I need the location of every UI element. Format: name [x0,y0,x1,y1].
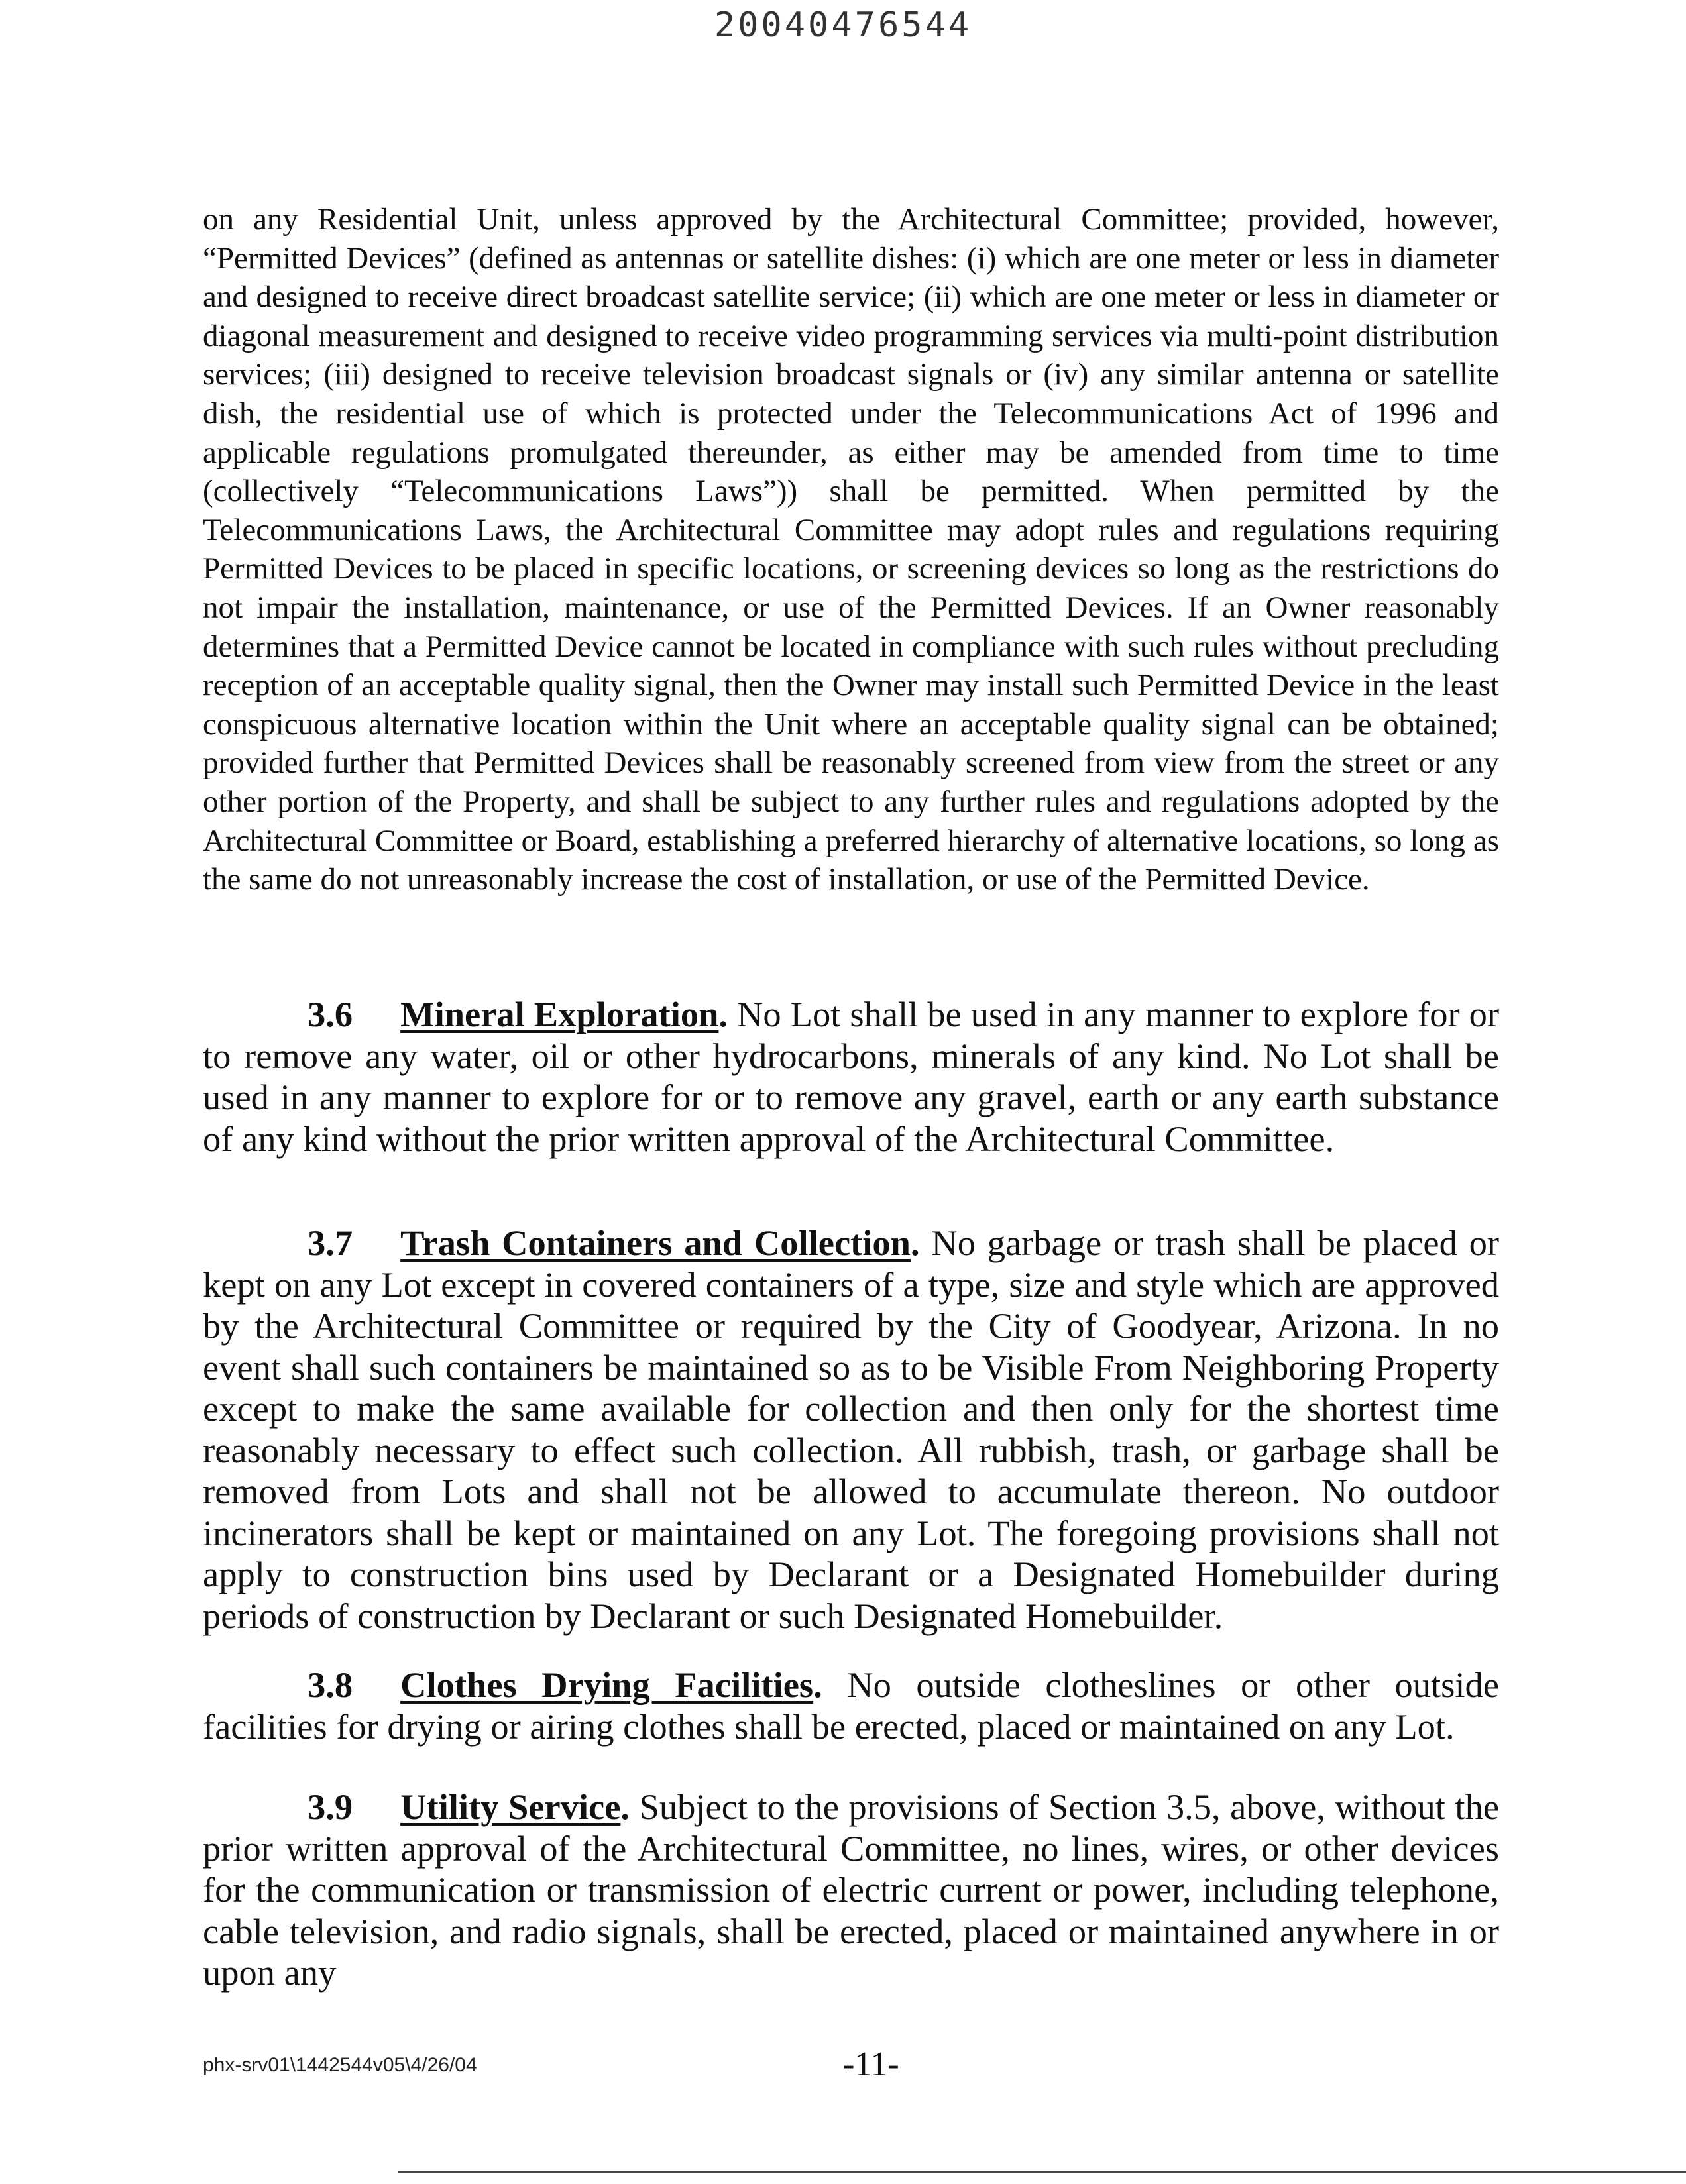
footer-file-reference: phx-srv01\1442544v05\4/26/04 [203,2054,477,2076]
section-title: Trash Containers and Collection [400,1223,911,1263]
section-3-7: 3.7 Trash Containers and Collection. No garbage or trash shall be placed or kept on any Lot except in covered containers of a type, size and style which are approved by the Architectural Committee or required by the City of Goodyear, Arizona. In no event shall such containers be maintained so as to be Visible From Neighboring Property except to make the same available for collection and then only for the shortest time reasonably necessary to effect such collection. All rubbish, trash, or garbage shall be removed from Lots and shall not be allowed to accumulate thereon. No outdoor incinerators shall be kept or maintained on any Lot. The foregoing provisions shall not apply to construction bins used by Declarant or a Designated Homebuilder during periods of construction by Declarant or such Designated Homebuilder. [203,1223,1499,1636]
section-body: Subject to the provisions of Section 3.5, above, without the prior written approval of the Architectural Committee, no lines, wires, or other devices for the communication or transmission of electric current or power, including telephone, cable television, and radio signals, shall be erected, placed or maintained anywhere in or upon any [203,1786,1500,1993]
section-body: No outside clotheslines or other outside facilities for drying or airing clothes shall be erected, placed or maintained on any Lot. [203,1665,1499,1747]
intro-paragraph: on any Residential Unit, unless approved by the Architectural Committee; provided, however, “Permitted Devices” (defined as antennas or satellite dishes: (i) which are one meter or less in diameter and designed to receive direct broadcast satellite service; (ii) which are one meter or less in diameter or diagonal measurement and designed to receive video programming services via multi-point distribution services; (iii) designed to receive television broadcast signals or (iv) any similar antenna or satellite dish, the residential use of which is protected under the Telecommunications Act of 1996 and applicable regulations promulgated thereunder, as either may be amended from time to time (collectively “Telecommunications Laws”)) shall be permitted. When permitted by the Telecommunications Laws, the Architectural Committee may adopt rules and regulations requiring Permitted Devices to be placed in specific locations, or screening devices so long as the restrictions do not impair the installation, maintenance, or use of the Permitted Devices. If an Owner reasonably determines that a Permitted Device cannot be located in compliance with such rules without precluding reception of an acceptable quality signal, then the Owner may install such Permitted Device in the least conspicuous alternative location within the Unit where an acceptable quality signal can be obtained; provided further that Permitted Devices shall be reasonably screened from view from the street or any other portion of the Property, and shall be subject to any further rules and regulations adopted by the Architectural Committee or Board, establishing a preferred hierarchy of alternative locations, so long as the same do not unreasonably increase the cost of installation, or use of the Permitted Device. [203,202,1499,897]
bottom-divider [398,2171,1686,2173]
section-3-9: 3.9 Utility Service. Subject to the provisions of Section 3.5, above, without the prior written approval of the Architectural Committee, no lines, wires, or other devices for the communication or transmission of electric current or power, including telephone, cable television, and radio signals, shall be erected, placed or maintained anywhere in or upon any [203,1786,1500,1993]
page-number: -11- [843,2046,899,2083]
section-number: 3.7 [308,1223,353,1263]
section-number: 3.9 [308,1786,353,1827]
section-title: Mineral Exploration [400,994,719,1034]
section-title: Clothes Drying Facilities [400,1665,814,1705]
section-3-6: 3.6 Mineral Exploration. No Lot shall be used in any manner to explore for or to remove any water, oil or other hydrocarbons, minerals of any kind. No Lot shall be used in any manner to explore for or to remove any gravel, earth or any earth substance of any kind without the prior written approval of the Architectural Committee. [203,994,1500,1159]
section-number: 3.8 [308,1665,353,1705]
section-3-8: 3.8 Clothes Drying Facilities. No outside clotheslines or other outside facilities for drying or airing clothes shall be erected, placed or maintained on any Lot. [203,1665,1499,1747]
section-title: Utility Service [400,1786,621,1827]
section-number: 3.6 [308,994,353,1034]
document-number: 20040476544 [714,5,972,45]
section-body: No garbage or trash shall be placed or kept on any Lot except in covered containers of a type, size and style which are approved by the Architectural Committee or required by the City of Goodyear, Arizona. In no event shall such containers be maintained so as to be Visible From Neighboring Property except to make the same available for collection and then only for the shortest time reasonably necessary to effect such collection. All rubbish, trash, or garbage shall be removed from Lots and shall not be allowed to accumulate thereon. No outdoor incinerators shall be kept or maintained on any Lot. The foregoing provisions shall not apply to construction bins used by Declarant or a Designated Homebuilder during periods of construction by Declarant or such Designated Homebuilder. [203,1223,1499,1636]
section-body: No Lot shall be used in any manner to explore for or to remove any water, oil or other hydrocarbons, minerals of any kind. No Lot shall be used in any manner to explore for or to remove any gravel, earth or any earth substance of any kind without the prior written approval of the Architectural Committee. [203,994,1500,1159]
